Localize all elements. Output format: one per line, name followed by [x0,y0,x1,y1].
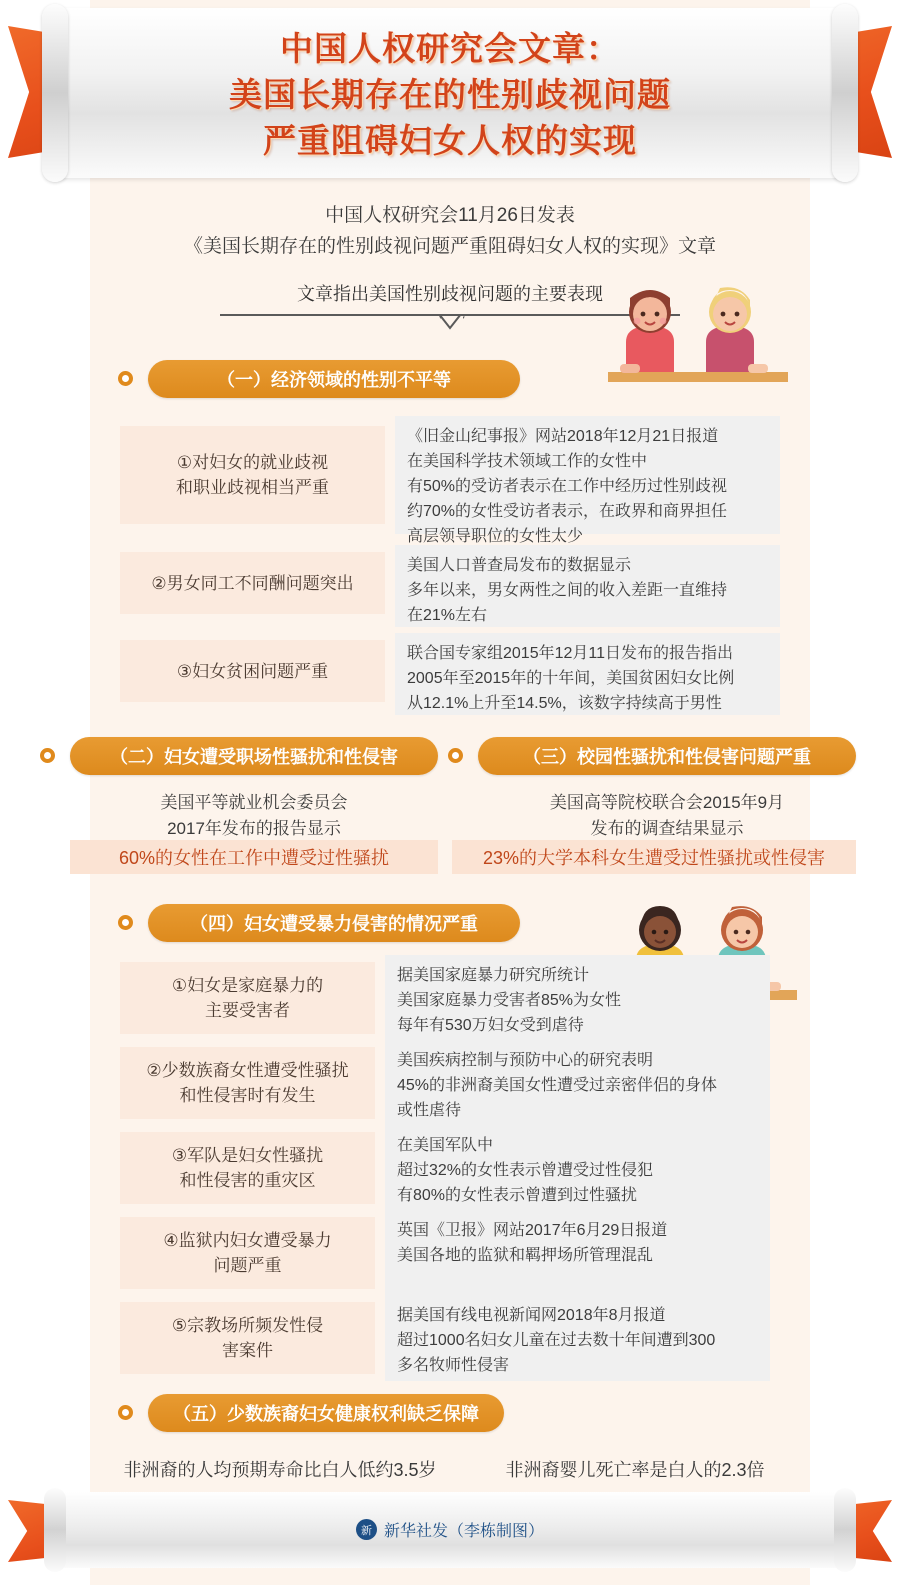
section-4-row-2-detail [385,1040,770,1126]
section-4-row-4-label-line-2: 问题严重 [213,1256,282,1275]
section-5-fact-right-text: 非洲裔婴儿死亡率是白人的2.3倍 [505,1460,765,1480]
section-4-row-1-detail [385,955,770,1041]
detail-line: 从12.1%上升至14.5%，该数字持续高于男性 [407,695,722,712]
section-1-bullet [118,371,133,386]
section-3-highlight [452,840,856,874]
section-2-highlight [70,840,438,874]
section-5-title [148,1394,504,1432]
section-4-row-1-label-line-1: ①妇女是家庭暴力的 [171,976,324,995]
detail-line: 每年有530万妇女受到虐待 [397,1017,584,1034]
detail-line: 多名牧师性侵害 [397,1357,510,1374]
detail-line: 在21%左右 [407,607,488,624]
footer-credit-text: 新华社发（李栋制图） [383,1523,544,1540]
section-4-row-5-label-line-1: ⑤宗教场所频发性侵 [171,1316,324,1335]
intro-text [90,200,810,262]
section-4-row-1-label [120,962,375,1034]
section-5-bullet [118,1405,133,1420]
detail-line: 超过1000名妇女儿童在过去数十年间遭到300 [397,1332,716,1349]
detail-line: 美国疾病控制与预防中心的研究表明 [397,1052,654,1069]
section-4-row-2-label-line-2: 和性侵害时有发生 [179,1086,316,1105]
section-1-row-1-label-line-2: 和职业歧视相当严重 [176,478,329,497]
section-2-bullet [40,748,55,763]
detail-line: 有50%的受访者表示在工作中经历过性别歧视 [407,478,728,495]
intro-line-1: 中国人权研究会11月26日发表 [325,205,575,226]
section-1-row-3-label-line-1: ③妇女贫困问题严重 [176,661,329,681]
page-title-line-2: 美国长期存在的性别歧视问题 [229,75,671,114]
section-2-source-line-2: 2017年发布的报告显示 [167,819,341,838]
section-4-row-5-detail [385,1295,770,1381]
section-2-highlight-text: 60%的女性在工作中遭受过性骚扰 [118,848,390,868]
section-4-row-4-detail [385,1210,770,1296]
intro-line-2: 《美国长期存在的性别歧视问题严重阻碍妇女人权的实现》文章 [183,236,716,257]
detail-line: 约70%的女性受访者表示，在政界和商界担任 [407,503,728,520]
detail-line: 美国家庭暴力受害者85%为女性 [397,992,622,1009]
section-2-title [70,737,438,775]
section-4-row-4-label [120,1217,375,1289]
section-4-row-5-label-line-2: 害案件 [222,1341,273,1360]
section-4-row-3-label-line-2: 和性侵害的重灾区 [179,1171,316,1190]
section-4-row-3-label [120,1132,375,1204]
detail-line: 高层领导职位的女性太少 [407,528,584,545]
section-4-row-5-label [120,1302,375,1374]
top-banner [0,8,900,178]
section-1-row-1-label [120,426,385,524]
section-4-title-text: （四）妇女遭受暴力侵害的情况严重 [190,914,478,934]
section-4-row-4-label-line-1: ④监狱内妇女遭受暴力 [163,1231,332,1250]
section-4-title [148,904,520,942]
section-1-title-text: （一）经济领域的性别不平等 [217,370,451,390]
section-2-source [70,790,438,842]
section-3-title-text: （三）校园性骚扰和性侵害问题严重 [523,747,811,767]
section-4-row-2-label [120,1047,375,1119]
section-1-row-2-detail [395,545,780,627]
section-1-row-2-label-line-1: ②男女同工不同酬问题突出 [151,573,354,593]
detail-line: 据美国有线电视新闻网2018年8月报道 [397,1307,666,1324]
section-1-row-1-detail [395,416,780,545]
detail-line: 在美国军队中 [397,1137,494,1154]
detail-line: 英国《卫报》网站2017年6月29日报道 [397,1222,668,1239]
detail-line: 有80%的女性表示曾遭到过性骚扰 [397,1187,638,1204]
section-5-fact-left-text: 非洲裔的人均预期寿命比白人低约3.5岁 [123,1460,437,1480]
detail-line: 《旧金山纪事报》网站2018年12月21日报道 [407,428,719,445]
section-3-bullet [448,748,463,763]
scroll-rod-right [832,4,858,182]
subhead-label: 文章指出美国性别歧视问题的主要表现 [297,284,603,304]
section-4-row-2-label-line-1: ②少数族裔女性遭受性骚扰 [146,1061,349,1080]
page-title-line-1: 中国人权研究会文章： [280,29,620,68]
detail-line: 美国各地的监狱和羁押场所管理混乱 [397,1247,654,1264]
section-1-title [148,360,520,398]
section-3-title [478,737,856,775]
section-4-bullet [118,915,133,930]
detail-line: 联合国专家组2015年12月11日发布的报告指出 [407,645,734,662]
detail-line: 2005年至2015年的十年间，美国贫困妇女比例 [407,670,735,687]
footer-credit [0,1518,900,1541]
section-1-row-1-label-line-1: ①对妇女的就业歧视 [176,453,329,472]
footer-banner [0,1480,900,1585]
page-title [90,26,810,164]
detail-line: 在美国科学技术领域工作的女性中 [407,453,648,470]
illustration-two-women-top [608,280,788,395]
detail-line: 或性虐待 [397,1102,462,1119]
section-3-source-line-2: 发布的调查结果显示 [590,819,744,838]
section-1-row-3-detail [395,633,780,715]
section-5-title-text: （五）少数族裔妇女健康权利缺乏保障 [173,1404,479,1424]
section-2-title-text: （二）妇女遭受职场性骚扰和性侵害 [110,747,398,767]
section-3-source-line-1: 美国高等院校联合会2015年9月 [549,793,785,812]
scroll-rod-left [42,4,68,182]
section-1-row-3-label [120,640,385,702]
detail-line: 据美国家庭暴力研究所统计 [397,967,590,984]
section-4-row-1-label-line-2: 主要受害者 [205,1001,290,1020]
section-4-row-3-detail [385,1125,770,1211]
section-3-source [478,790,856,842]
section-2-source-line-1: 美国平等就业机会委员会 [160,793,348,812]
detail-line: 45%的非洲裔美国女性遭受过亲密伴侣的身体 [397,1077,718,1094]
detail-line: 超过32%的女性表示曾遭受过性侵犯 [397,1162,654,1179]
section-3-highlight-text: 23%的大学本科女生遭受过性骚扰或性侵害 [482,848,826,868]
section-1-row-2-label [120,552,385,614]
xinhua-logo-icon: 新 [356,1519,377,1540]
page-title-line-3: 严重阻碍妇女人权的实现 [263,121,637,160]
chevron-down-icon [438,314,462,330]
detail-line: 美国人口普查局发布的数据显示 [407,557,632,574]
detail-line: 多年以来，男女两性之间的收入差距一直维持 [407,582,728,599]
section-4-row-3-label-line-1: ③军队是妇女性骚扰 [171,1146,324,1165]
